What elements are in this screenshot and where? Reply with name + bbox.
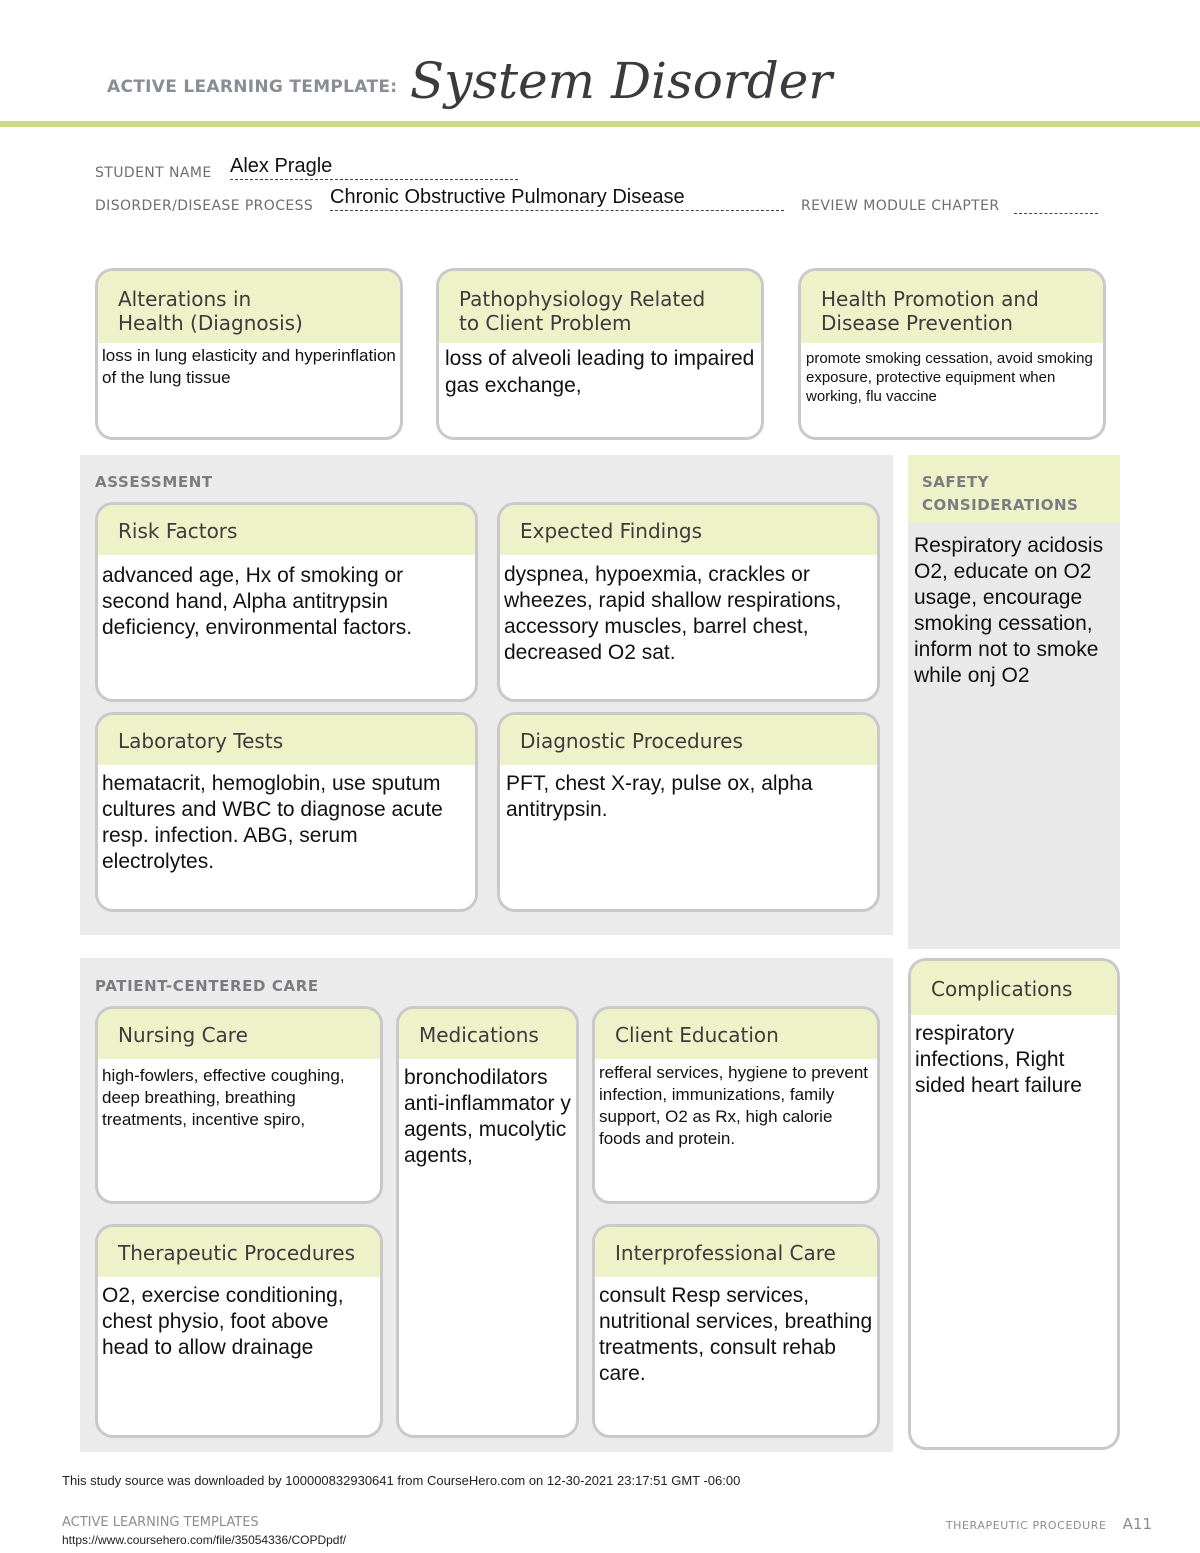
footer-right-label: THERAPEUTIC PROCEDURE — [945, 1519, 1107, 1532]
nursing-care-title: Nursing Care — [118, 1023, 248, 1047]
interprofessional-care-box — [592, 1224, 880, 1438]
medications-text[interactable]: bronchodilators anti-inflammator y agents, mucolytic agents, — [404, 1066, 571, 1167]
alterations-title-line1: Alterations in — [118, 287, 252, 311]
alterations-text[interactable]: loss in lung elasticity and hyperinflation of the lung tissue — [102, 346, 396, 387]
assessment-title: ASSESSMENT — [95, 473, 213, 491]
medications-title: Medications — [419, 1023, 539, 1047]
footer-right — [946, 1515, 1152, 1533]
interprofessional-care-title: Interprofessional Care — [615, 1241, 836, 1265]
alterations-title-line2: Health (Diagnosis) — [118, 311, 303, 335]
risk-factors-text[interactable]: advanced age, Hx of smoking or second hand, Alpha antitrypsin deficiency, environmental factors. — [102, 564, 413, 639]
alterations-box — [95, 268, 403, 440]
client-education-header — [595, 1009, 877, 1059]
review-module-field[interactable] — [1014, 213, 1098, 214]
student-name-label: STUDENT NAME — [95, 165, 212, 181]
risk-factors-title: Risk Factors — [118, 519, 238, 543]
safety-header — [908, 455, 1120, 523]
footer-url[interactable]: https://www.coursehero.com/file/35054336/COPDpdf/ — [62, 1533, 347, 1547]
safety-title-line1: SAFETY — [922, 473, 989, 491]
source-note: This study source was downloaded by 100000832930641 from CourseHero.com on 12-30-2021 23:17:51 GMT -06:00 — [62, 1473, 741, 1488]
expected-findings-title: Expected Findings — [520, 519, 702, 543]
pathophysiology-title-line1: Pathophysiology Related — [459, 287, 706, 311]
health-promotion-header — [801, 271, 1103, 343]
nursing-care-box — [95, 1006, 383, 1204]
complications-box — [908, 958, 1120, 1450]
health-promotion-text[interactable]: promote smoking cessation, avoid smoking exposure, protective equipment when working, flu vaccine — [806, 350, 1093, 405]
nursing-care-header — [98, 1009, 380, 1059]
laboratory-tests-text[interactable]: hematacrit, hemoglobin, use sputum cultures and WBC to diagnose acute resp. infection. ABG, serum electrolytes. — [102, 772, 443, 873]
diagnostic-procedures-title: Diagnostic Procedures — [520, 729, 743, 753]
alterations-header — [98, 271, 400, 343]
pathophysiology-box — [436, 268, 764, 440]
therapeutic-procedures-header — [98, 1227, 380, 1277]
safety-text[interactable]: Respiratory acidosis O2, educate on O2 usage, encourage smoking cessation, inform not to smoke while onj O2 — [914, 534, 1104, 687]
page-number: A11 — [1122, 1515, 1152, 1533]
interprofessional-care-text[interactable]: consult Resp services, nutritional services, breathing treatments, consult rehab care. — [599, 1284, 873, 1385]
client-education-text[interactable]: refferal services, hygiene to prevent infection, immunizations, family support, O2 as Rx, high calorie foods and protein. — [599, 1063, 868, 1148]
expected-findings-text[interactable]: dyspnea, hypoexmia, crackles or wheezes, rapid shallow respirations, accessory muscles, barrel chest, decreased O2 sat. — [504, 563, 842, 664]
therapeutic-procedures-text[interactable]: O2, exercise conditioning, chest physio, foot above head to allow drainage — [102, 1284, 344, 1359]
interprofessional-care-header — [595, 1227, 877, 1277]
disorder-field[interactable]: Chronic Obstructive Pulmonary Disease — [330, 186, 784, 211]
diagnostic-procedures-box — [497, 712, 880, 912]
complications-text[interactable]: respiratory infections, Right sided heart failure — [915, 1022, 1082, 1097]
expected-findings-box — [497, 502, 880, 702]
nursing-care-text[interactable]: high-fowlers, effective coughing, deep breathing, breathing treatments, incentive spiro, — [102, 1066, 345, 1129]
template-name: System Disorder — [409, 52, 833, 110]
laboratory-tests-title: Laboratory Tests — [118, 729, 284, 753]
patient-centered-care-title: PATIENT-CENTERED CARE — [95, 977, 319, 995]
complications-header — [911, 961, 1117, 1015]
pathophysiology-text[interactable]: loss of alveoli leading to impaired gas exchange, — [445, 347, 755, 397]
footer-left-label: ACTIVE LEARNING TEMPLATES — [62, 1515, 259, 1530]
risk-factors-header — [98, 505, 475, 555]
student-name-field[interactable]: Alex Pragle — [230, 155, 518, 180]
laboratory-tests-box — [95, 712, 478, 912]
pathophysiology-header — [439, 271, 761, 343]
laboratory-tests-header — [98, 715, 475, 765]
review-module-label: REVIEW MODULE CHAPTER — [801, 198, 1000, 214]
medications-box — [396, 1006, 579, 1438]
health-promotion-box — [798, 268, 1106, 440]
health-promotion-title-line1: Health Promotion and — [821, 287, 1039, 311]
safety-title-line2: CONSIDERATIONS — [922, 496, 1079, 514]
template-label: ACTIVE LEARNING TEMPLATE: — [107, 77, 398, 97]
diagnostic-procedures-text[interactable]: PFT, chest X-ray, pulse ox, alpha antitrypsin. — [506, 772, 813, 821]
health-promotion-title-line2: Disease Prevention — [821, 311, 1013, 335]
complications-title: Complications — [931, 977, 1073, 1001]
therapeutic-procedures-title: Therapeutic Procedures — [118, 1241, 356, 1265]
client-education-title: Client Education — [615, 1023, 779, 1047]
safety-panel — [908, 455, 1120, 949]
client-education-box — [592, 1006, 880, 1204]
diagnostic-procedures-header — [500, 715, 877, 765]
therapeutic-procedures-box — [95, 1224, 383, 1438]
medications-header — [399, 1009, 576, 1059]
risk-factors-box — [95, 502, 478, 702]
pathophysiology-title-line2: to Client Problem — [459, 311, 632, 335]
template-header — [107, 52, 832, 110]
expected-findings-header — [500, 505, 877, 555]
header-rule — [0, 121, 1200, 127]
disorder-label: DISORDER/DISEASE PROCESS — [95, 198, 314, 214]
